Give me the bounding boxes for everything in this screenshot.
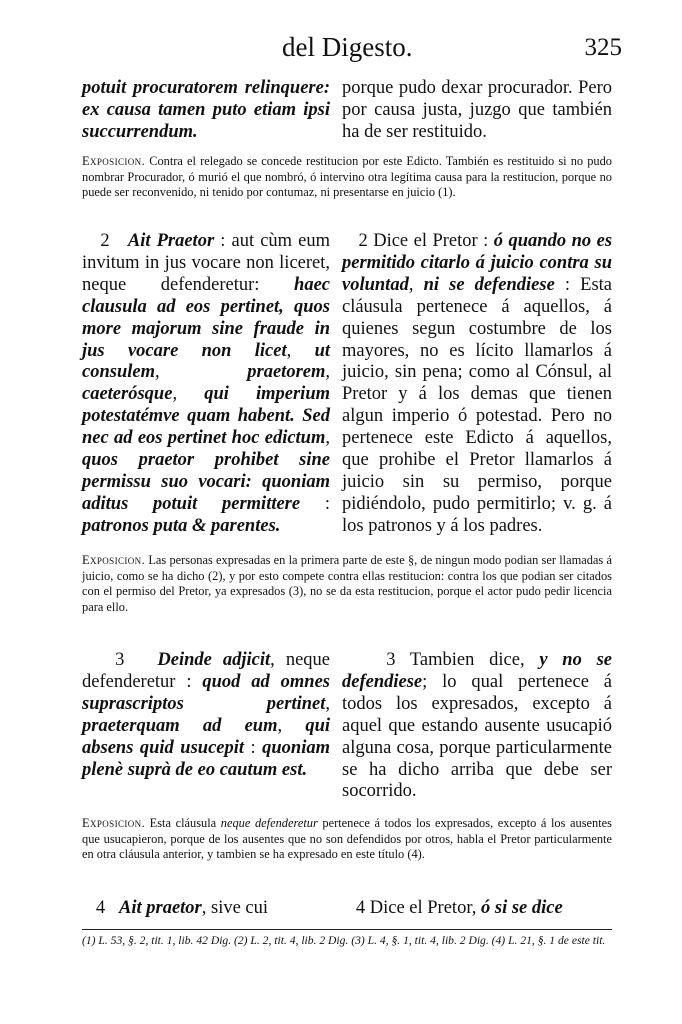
spanish-paragraph-2: 2 Dice el Pretor : ó quando no es permitido citarlo á juicio contra su voluntad, ni se defendiese : Esta cláusula pertenece á aquellos, á quienes segun costumbre de los mayores, no es lícito llamarlos á juicio, sin pena; como al Cónsul, al Pretor y á los demas que tienen algun imperio ó potestad. Pero no pertenece este Edicto á aquellos, que prohibe el Pretor llamarlos á juicio sin su permiso, porque pidiéndolo, pudo permitirlo; v. g. á los patronos y á los padres. (342, 231, 613, 536)
exposicion-label: Exposicion. (82, 816, 146, 830)
exposicion-2: Exposicion. Las personas expresadas en la primera parte de este §, de ningun modo podian ser llamadas á juicio, como se ha dicho (2), y por esto compete contra ellas restitucion: contra los que podian ser citados con el permiso del Pretor, ya expresados (3), no se da esta restitucion, porque el actor pudo pedir licencia para ello. (82, 553, 612, 614)
running-head (0, 32, 682, 66)
section-number: 2 (100, 231, 110, 251)
latin-paragraph-1: potuit procuratorem relinquere: ex causa tamen puto etiam ipsi succurrendum. (82, 78, 330, 142)
spanish-paragraph-3: 3 Tambien dice, y no se defendiese; lo qual pertenece á todos los expresados, excepto á aquel que estando ausente usucapió alguna cosa, porque particularmente se ha dicho arriba que debe ser socorrido. (342, 650, 612, 802)
exposicion-1: Exposicion. Contra el relegado se concede restitucion por este Edicto. También es restituido si no pudo nombrar Procurador, ó murió el que nombró, ó intervino otra legítima causa para la restitucion, porque no puede ser reconvenido, ni tenido por contumaz, ni presentarse en juicio (1). (82, 154, 612, 200)
running-title: del Digesto. (282, 32, 413, 62)
exposicion-label: Exposicion. (82, 154, 146, 168)
section-number: 2 (358, 231, 368, 251)
footnote-divider (82, 929, 612, 930)
latin-paragraph-2: 2 Ait Praetor : aut cùm eum invitum in jus vocare non liceret, neque defenderetur: haec clausula ad eos pertinet, quos more majorum sine fraude in jus vocare non licet, ut consulem, praetorem, caeterósque, qui imperium potestatémve quam habent. Sed nec ad eos pertinet hoc edictum, quos praetor prohibet sine permissu suo vocari: quoniam aditus potuit permittere : patronos puta & parentes. (82, 231, 331, 536)
latin-paragraph-3: 3 Deinde adjicit, neque defenderetur : quod ad omnes suprascriptos pertinet, praeterquam ad eum, qui absens quid usucepit : quoniam plenè suprà de eo cautum est. (82, 650, 330, 780)
footnotes: (1) L. 53, §. 2, tit. 1, lib. 42 Dig. (2) L. 2, tit. 4, lib. 2 Dig. (3) L. 4, §. 1, tit. 4, lib. 2 Dig. (4) L. 21, §. 1 de este tit. (82, 934, 606, 947)
section-number: 4 (355, 898, 366, 918)
section-number: 4 (95, 898, 106, 918)
exposicion-label: Exposicion. (82, 553, 146, 567)
spanish-paragraph-1: porque pudo dexar procurador. Pero por causa justa, juzgo que también ha de ser restituido. (342, 78, 612, 142)
section-number: 3 (115, 650, 125, 670)
page-number: 325 (584, 34, 622, 61)
spanish-paragraph-4: 4 Dice el Pretor, ó si se dice (355, 898, 563, 918)
latin-paragraph-4: 4 Ait praetor, sive cui (95, 898, 269, 918)
exposicion-3: Exposicion. Esta cláusula neque defenderetur pertenece á todos los expresados, excepto á los ausentes que usucapieron, porque de los ausentes que no son defendidos por otros, habla el Pretor particularmente en otra cláusula anterior, y tambien se ha expresado en este título (4). (82, 816, 612, 862)
section-number: 3 (386, 650, 396, 670)
